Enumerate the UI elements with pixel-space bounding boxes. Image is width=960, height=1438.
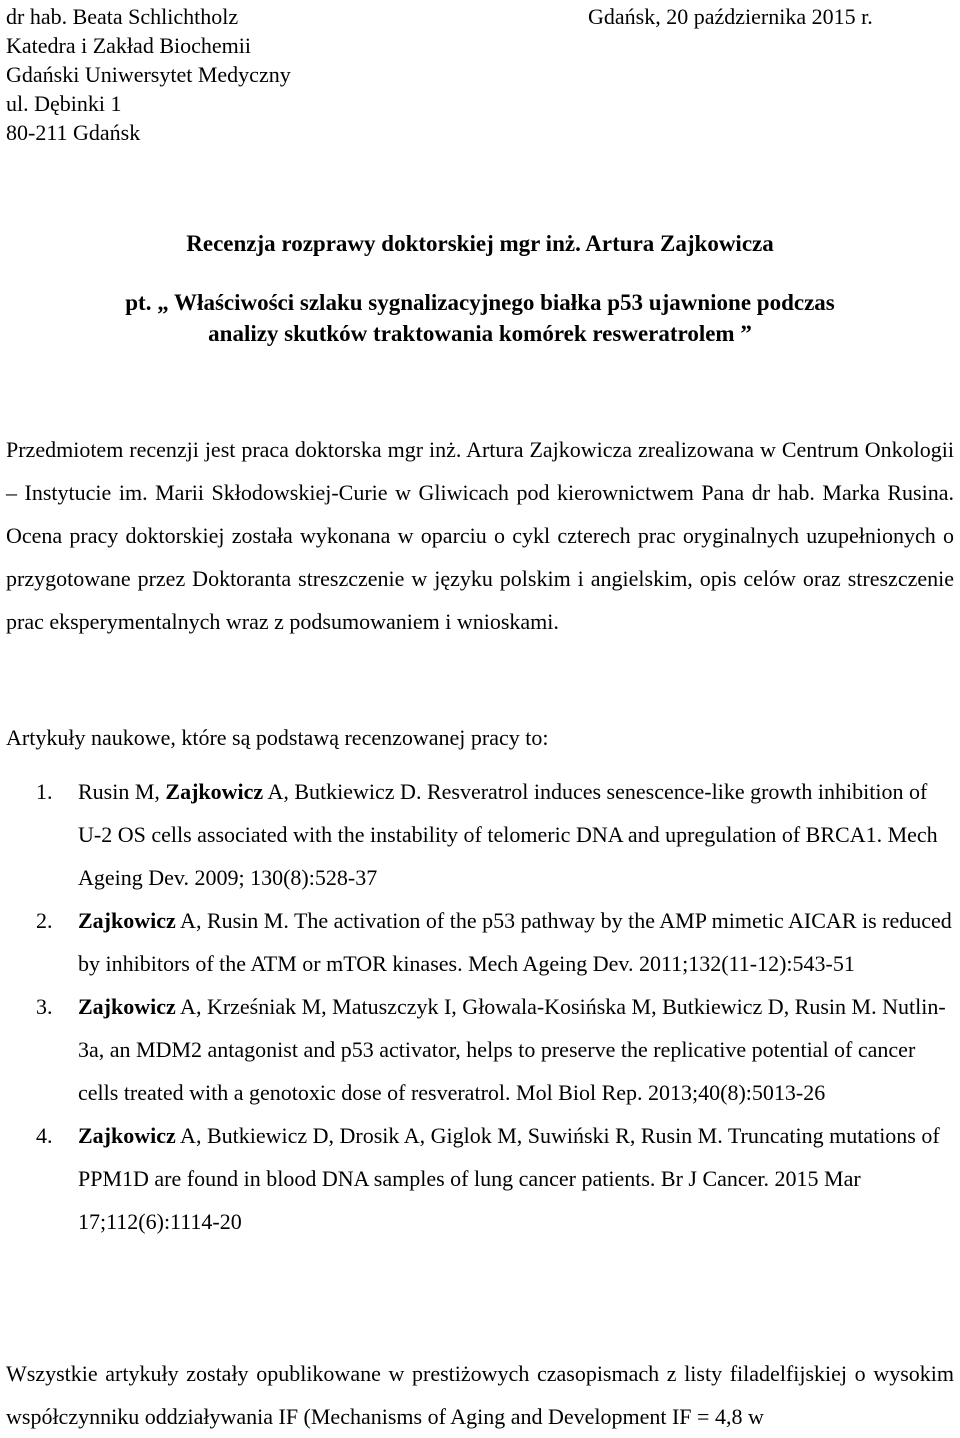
review-title: Recenzja rozprawy doktorskiej mgr inż. Artura Zajkowicza: [186, 231, 774, 256]
reference-remainder: A, Rusin M. The activation of the p53 pathway by the AMP mimetic AICAR is reduced by inhibitors of the ATM or mTOR kinases. Mech Ageing Dev. 2011;132(11-12):543-51: [78, 908, 952, 976]
reference-remainder: A, Butkiewicz D, Drosik A, Giglok M, Suwiński R, Rusin M. Truncating mutations of PPM1D are found in blood DNA samples of lung cancer patients. Br J Cancer. 2015 Mar 17;112(6):1114-20: [78, 1123, 940, 1234]
reference-highlighted-author: Zajkowicz: [165, 779, 264, 804]
reference-item: [6, 985, 954, 1114]
articles-lead-sentence: Artykuły naukowe, które są podstawą recenzowanej pracy to:: [6, 725, 549, 750]
dissertation-title-line-1: pt. „ Właściwości szlaku sygnalizacyjnego białka p53 ujawnione podczas: [125, 290, 835, 315]
closing-paragraph: Wszystkie artykuły zostały opublikowane w prestiżowych czasopismach z listy filadelfijskiej o wysokim współczynniku oddziaływania IF (Mechanisms of Aging and Development IF = 4,8 w: [6, 1361, 954, 1429]
dissertation-title: [0, 287, 960, 349]
dissertation-title-line-2: analizy skutków traktowania komórek resweratrolem ”: [208, 321, 752, 346]
sender-address-block: [6, 2, 291, 147]
reference-leading-authors: Rusin M,: [78, 779, 166, 804]
reference-item: [6, 770, 954, 899]
reference-item: [6, 1114, 954, 1243]
reference-item: [6, 899, 954, 985]
reference-highlighted-author: Zajkowicz: [78, 908, 176, 933]
reference-remainder: A, Butkiewicz D. Resveratrol induces senescence-like growth inhibition of U-2 OS cells associated with the instability of telomeric DNA and upregulation of BRCA1. Mech Ageing Dev. 2009; 130(8):528-37: [78, 779, 938, 890]
reference-number: 3.: [36, 994, 53, 1019]
sender-street: ul. Dębinki 1: [6, 91, 122, 116]
reference-number: 4.: [36, 1123, 53, 1148]
reference-number: 2.: [36, 908, 53, 933]
sender-department: Katedra i Zakład Biochemii: [6, 33, 251, 58]
reference-number: 1.: [36, 779, 53, 804]
place-and-date: Gdańsk, 20 października 2015 r.: [588, 4, 873, 29]
reference-remainder: A, Krześniak M, Matuszczyk I, Głowala-Kosińska M, Butkiewicz D, Rusin M. Nutlin-3a, an MDM2 antagonist and p53 activator, helps to preserve the replicative potential of cancer cells treated with a genotoxic dose of resveratrol. Mol Biol Rep. 2013;40(8):5013-26: [78, 994, 946, 1105]
sender-postal-city: 80-211 Gdańsk: [6, 120, 141, 145]
references-list: [6, 770, 954, 1243]
intro-paragraph: Przedmiotem recenzji jest praca doktorska mgr inż. Artura Zajkowicza zrealizowana w Centrum Onkologii – Instytucie im. Marii Skłodowskiej-Curie w Gliwicach pod kierownictwem Pana dr hab. Marka Rusina. Ocena pracy doktorskiej została wykonana w oparciu o cykl czterech prac oryginalnych uzupełnionych o przygotowane przez Doktoranta streszczenie w języku polskim i angielskim, opis celów oraz streszczenie prac eksperymentalnych wraz z podsumowaniem i wnioskami.: [6, 437, 954, 634]
reference-highlighted-author: Zajkowicz: [78, 1123, 176, 1148]
reference-highlighted-author: Zajkowicz: [78, 994, 176, 1019]
sender-name: dr hab. Beata Schlichtholz: [6, 4, 239, 29]
sender-university: Gdański Uniwersytet Medyczny: [6, 62, 291, 87]
